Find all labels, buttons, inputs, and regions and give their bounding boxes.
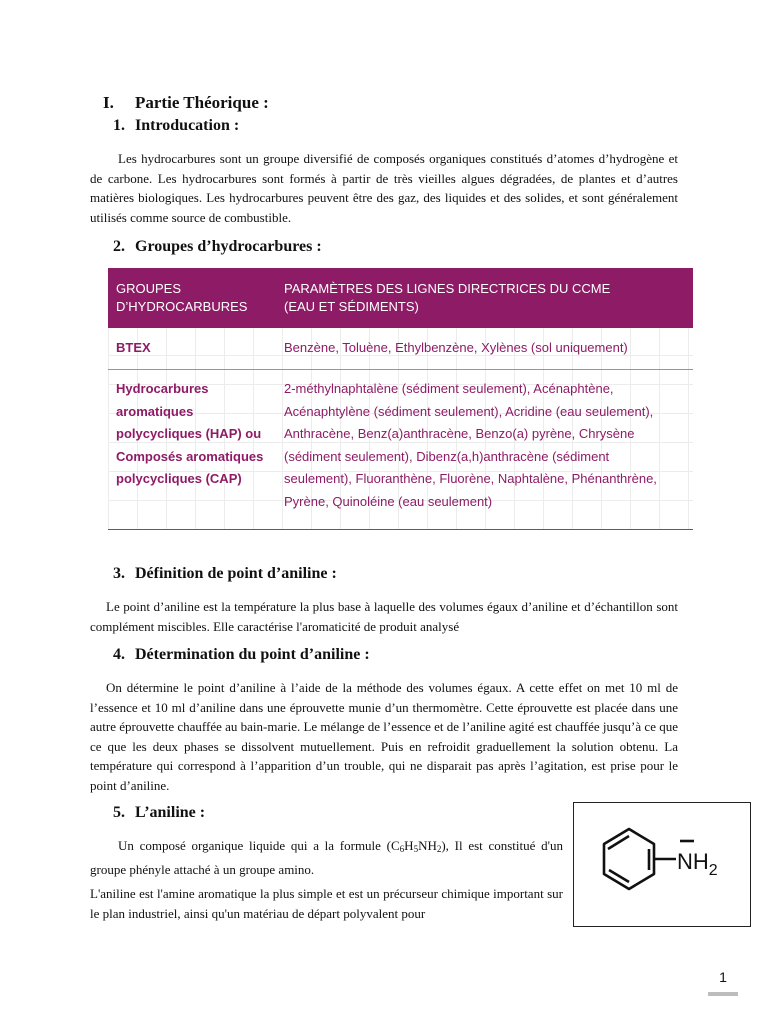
header-right-line-2: (EAU ET SÉDIMENTS) (284, 299, 419, 314)
section-5-heading (113, 804, 205, 822)
row-hap-param-line: 2-méthylnaphtalène (sédiment seulement), Acénaphtène, (284, 381, 614, 396)
section-2-number: 2. (113, 238, 125, 255)
section-3-title: Définition de point d’aniline : (135, 565, 337, 582)
section-1-title: Introducation : (135, 117, 240, 134)
section-3-number: 3. (113, 565, 125, 582)
aniline-structure-figure (573, 802, 751, 927)
row-hap-group-line: Hydrocarbures (116, 381, 209, 396)
formula-sub-c: 6 (399, 844, 405, 854)
page-number: 1 (708, 966, 738, 996)
row-hap-param-line: Pyrène, Quinoléine (eau seulement) (284, 493, 493, 509)
row-hap-param-line: (sédiment seulement), Dibenz(a,h)anthracène (sédiment (284, 448, 610, 464)
header-left-line-1: GROUPES (116, 281, 182, 296)
section-2-heading (113, 238, 322, 256)
formula-nh: NH (418, 838, 437, 853)
section-4-number: 4. (113, 646, 125, 663)
table-header-groups (116, 280, 276, 316)
amino-label: $NH_2$ (677, 849, 718, 879)
section-3-text: Le point d’aniline est la température la plus base à laquelle des volumes égaux d’aniline et d’échantillon sont complément miscibles. Elle caractérise l'aromaticité de produit analysé (90, 599, 678, 634)
section-5-text-2: L'aniline est l'amine aromatique la plus simple et est un précurseur chimique important sur le plan industriel, ainsi qu'un matériau de départ polyvalent pour (90, 886, 563, 921)
benzene-ring (604, 829, 654, 889)
section-1-heading (113, 117, 239, 135)
formula-suffix: ), Il est constitué d'un groupe phényle attaché à un groupe amino. (90, 838, 563, 877)
section-5-text-1 (90, 836, 563, 879)
section-5-number: 5. (113, 804, 125, 821)
header-left-line-2: D’HYDROCARBURES (116, 299, 248, 314)
section-4-title: Détermination du point d’aniline : (135, 646, 370, 663)
table-header-parameters (284, 280, 684, 316)
row-hap-group-line: Composés aromatiques (116, 448, 264, 464)
formula-sub-nh: 2 (436, 844, 442, 854)
formula-sub-h: 5 (413, 844, 419, 854)
row-hap-group (116, 378, 276, 491)
section-3-heading (113, 565, 337, 583)
section-5-title: L’aniline : (135, 804, 206, 821)
row-btex-parameters: Benzène, Toluène, Ethylbenzène, Xylènes (sol uniquement) (284, 340, 628, 355)
part-title: Partie Théorique : (135, 93, 269, 112)
hydrocarbon-groups-table (108, 268, 693, 530)
part-number: I. (103, 93, 114, 112)
section-1-text: Les hydrocarbures sont un groupe diversifié de composés organiques constitués d’atomes d’hydrogène et de carbone. Les hydrocarbures sont formés à partir de très vieilles algues dégradées, de plantes et d’autres matières biologiques. Les hydrocarbures peuvent être des gaz, des liquides et des solides, et sont généralement utilisés comme source de combustible. (90, 151, 678, 225)
row-hap-param-line: Acénaphtylène (sédiment seulement), Acridine (eau seulement), (284, 403, 654, 419)
section-1-number: 1. (113, 117, 125, 134)
part-heading (103, 93, 269, 113)
row-hap-param-line: seulement), Fluoranthène, Fluorène, Naphtalène, Phénanthrène, (284, 471, 657, 486)
header-right-line-1: PARAMÈTRES DES LIGNES DIRECTRICES DU CCME (284, 281, 611, 296)
row-btex-group: BTEX (116, 340, 151, 355)
section-4-text: On détermine le point d’aniline à l’aide de la méthode des volumes égaux. A cette effet on met 10 ml de l’essence et 10 ml d’aniline dans une éprouvette munie d’un thermomètre. Cette éprouvette est placée dans une autre éprouvette chauffée au bain-marie. Le mélange de l’essence et de l’aniline agité est chauffée jusqu’à ce que ce que les deux phases se dissolvent mutuellement. Puis en refroidit graduellement la solution obtenu. La température qui correspond à l’apparition d’un trouble, qui ne disparait pas après l’agitation, est prise pour le point d’aniline. (90, 680, 678, 793)
row-hap-group-line: polycycliques (HAP) ou (116, 426, 262, 441)
section-4-heading (113, 646, 370, 664)
row-hap-group-line: polycycliques (CAP) (116, 471, 242, 486)
row-hap-parameters (284, 378, 684, 513)
table-row-divider (108, 369, 693, 370)
section-2-title: Groupes d’hydrocarbures : (135, 238, 322, 255)
formula-prefix: Un composé organique liquide qui a la formule (C (118, 838, 400, 853)
formula-h: H (404, 838, 414, 853)
row-hap-param-line: Anthracène, Benz(a)anthracène, Benzo(a) pyrène, Chrysène (284, 426, 635, 441)
row-hap-group-line: aromatiques (116, 403, 194, 419)
aniline-structure-svg (574, 803, 749, 925)
table-header (108, 268, 693, 328)
double-bond (608, 836, 629, 849)
